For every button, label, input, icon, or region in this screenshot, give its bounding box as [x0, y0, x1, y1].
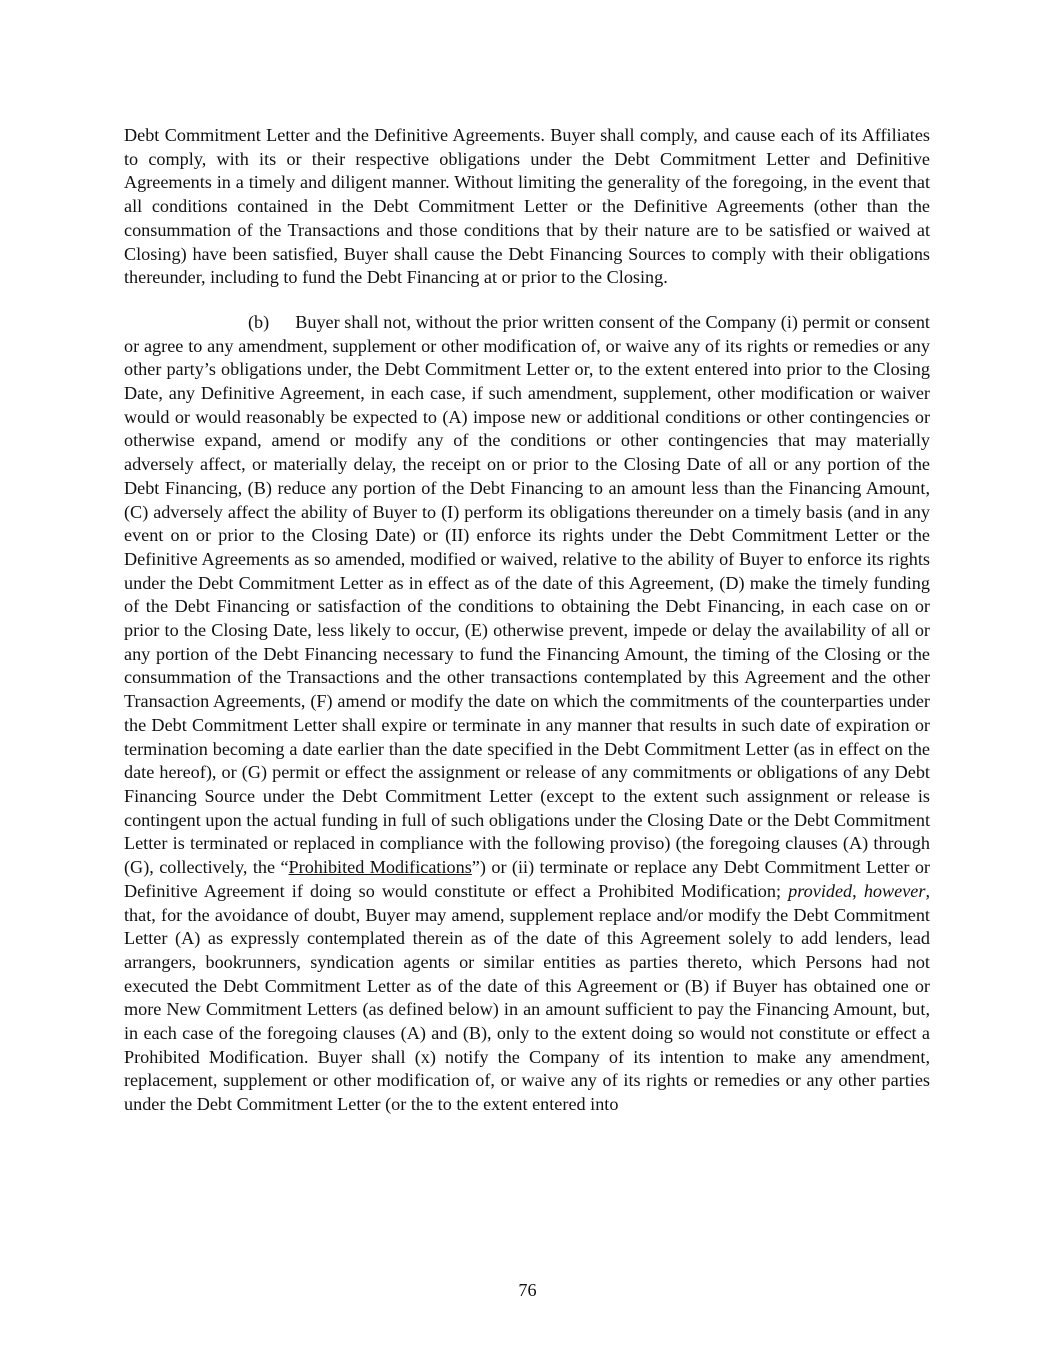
paragraph-b-text-2: ”) or (ii) terminate or replace any Debt Commitment Letter or Definitive Agreement if doing so would constitute or effect a Prohibited Modification;: [124, 857, 930, 901]
paragraph-b-text-4: , that, for the avoidance of doubt, Buyer may amend, supplement replace and/or modify the Debt Commitment Letter (A) as expressly contemplated therein as of the date of this Agreement solely to add lenders, lead arrangers, bookrunners, syndication agents or similar entities as parties thereto, which Persons had not executed the Debt Commitment Letter as of the date of this Agreement or (B) if Buyer has obtained one or more New Commitment Letters (as defined below) in an amount sufficient to pay the Financing Amount, but, in each case of the foregoing clauses (A) and (B), only to the extent doing so would not constitute or effect a Prohibited Modification. Buyer shall (x) notify the Company of its intention to make any amendment, replacement, supplement or other modification of, or waive any of its rights or remedies or any other parties under the Debt Commitment Letter (or the to the extent entered into: [124, 880, 930, 1115]
paragraph-b: [124, 311, 930, 1117]
page-number: 76: [518, 1280, 537, 1300]
paragraph-b-text-3: ,: [852, 880, 864, 901]
defined-term-prohibited-modifications: Prohibited Modifications: [288, 857, 472, 878]
italic-however: however: [863, 880, 926, 901]
paragraph-a-continuation: Debt Commitment Letter and the Definitive Agreements. Buyer shall comply, and cause each of its Affiliates to comply, with its or their respective obligations under the Debt Commitment Letter and Definitive Agreements in a timely and diligent manner. Without limiting the generality of the foregoing, in the event that all conditions contained in the Debt Commitment Letter or the Definitive Agreements (other than the consummation of the Transactions and those conditions that by their nature are to be satisfied or waived at Closing) have been satisfied, Buyer shall cause the Debt Financing Sources to comply with their obligations thereunder, including to fund the Debt Financing at or prior to the Closing.: [124, 125, 930, 288]
document-body: [124, 124, 930, 1117]
paragraph-b-text-1: Buyer shall not, without the prior written consent of the Company (i) permit or consent or agree to any amendment, supplement or other modification of, or waive any of its rights or remedies or any other party’s obligations under, the Debt Commitment Letter or, to the extent entered into prior to the Closing Date, any Definitive Agreement, in each case, if such amendment, supplement, other modification or waiver would or would reasonably be expected to (A) impose new or additional conditions or other contingencies or otherwise expand, amend or modify any of the conditions or other contingencies that may materially adversely affect, or materially delay, the receipt on or prior to the Closing Date of all or any portion of the Debt Financing, (B) reduce any portion of the Debt Financing to an amount less than the Financing Amount, (C) adversely affect the ability of Buyer to (I) perform its obligations thereunder on a timely basis (and in any event on or prior to the Closing Date) or (II) enforce its rights under the Debt Commitment Letter or the Definitive Agreements as so amended, modified or waived, relative to the ability of Buyer to enforce its rights under the Debt Commitment Letter as in effect as of the date of this Agreement, (D) make the timely funding of the Debt Financing or satisfaction of the conditions to obtaining the Debt Financing, in each case on or prior to the Closing Date, less likely to occur, (E) otherwise prevent, impede or delay the availability of all or any portion of the Debt Financing necessary to fund the Financing Amount, the timing of the Closing or the consummation of the Transactions and the other transactions contemplated by this Agreement and the other Transaction Agreements, (F) amend or modify the date on which the commitments of the counterparties under the Debt Commitment Letter shall expire or terminate in any manner that results in such date of expiration or termination becoming a date earlier than the date specified in the Debt Commitment Letter (as in effect on the date hereof), or (G) permit or effect the assignment or release of any commitments or obligations of any Debt Financing Source under the Debt Commitment Letter (except to the extent such assignment or release is contingent upon the actual funding in full of such obligations under the Closing Date or the Debt Commitment Letter is terminated or replaced in compliance with the following proviso) (the foregoing clauses (A) through (G), collectively, the “: [124, 311, 930, 878]
italic-provided: provided: [788, 880, 853, 901]
paragraph-b-label: (b): [248, 311, 270, 332]
